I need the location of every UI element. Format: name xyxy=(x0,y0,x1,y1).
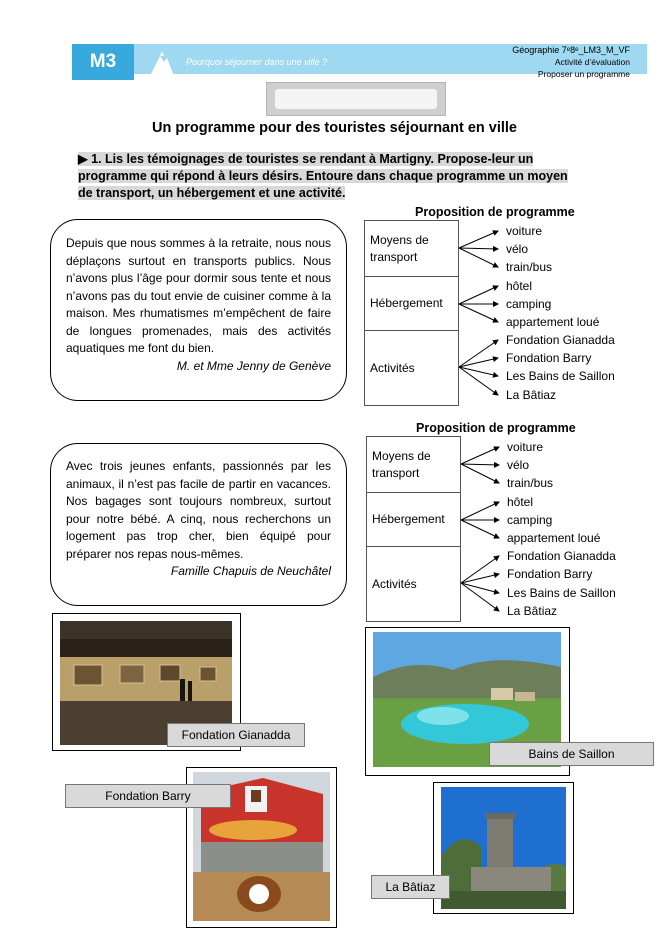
meta-course: Géographie 7ᵉ8ᵉ_LM3_M_VF xyxy=(512,45,630,55)
programme-1-activities-label: Activités xyxy=(370,360,415,375)
p1-option-saillon[interactable]: Les Bains de Saillon xyxy=(506,369,615,383)
caption-batiaz: La Bâtiaz xyxy=(371,875,450,899)
p1-option-batiaz[interactable]: La Bâtiaz xyxy=(506,388,557,402)
meta-task: Proposer un programme xyxy=(537,69,630,79)
instruction xyxy=(78,151,576,202)
testimonial-2-signature: Famille Chapuis de Neuchâtel xyxy=(170,564,331,578)
meta-activity: Activité d’évaluation xyxy=(554,57,630,67)
caption-saillon: Bains de Saillon xyxy=(489,742,654,766)
name-field-inner xyxy=(275,89,437,109)
p1-option-barry[interactable]: Fondation Barry xyxy=(506,351,592,365)
p2-option-batiaz[interactable]: La Bâtiaz xyxy=(507,604,558,618)
instruction-text: ▶ 1. Lis les témoignages de touristes se rendant à Martigny. Propose-leur un programme qui répond à leurs désirs. Entoure dans chaque programme un moyen de transport, un hébergement et une activité. xyxy=(78,152,568,200)
caption-gianadda: Fondation Gianadda xyxy=(167,723,305,747)
programme-2-transport-label: Moyens de transport xyxy=(367,437,460,493)
p2-option-barry[interactable]: Fondation Barry xyxy=(507,567,593,581)
p1-option-appartement[interactable]: appartement loué xyxy=(506,315,600,329)
photo-batiaz xyxy=(441,787,566,909)
p2-option-velo[interactable]: vélo xyxy=(507,458,530,472)
programme-2-lodging-label: Hébergement xyxy=(367,493,460,547)
p2-option-saillon[interactable]: Les Bains de Saillon xyxy=(507,586,616,600)
module-badge: M3 xyxy=(72,44,134,80)
p1-option-train[interactable]: train/bus xyxy=(506,260,553,274)
p2-option-hotel[interactable]: hôtel xyxy=(507,495,534,509)
document-meta xyxy=(512,44,630,80)
programme-1-transport-label: Moyens de transport xyxy=(365,221,458,277)
testimonial-2-text: Avec trois jeunes enfants, passionnés par les animaux, il n’est pas facile de partir en vacances. Nos bagages sont toujours nombreux, surtout pour notre bébé. A cinq, nous recherchons un logement pas trop cher, bien équipé pour préparer nos repas nous-mêmes. xyxy=(66,459,331,561)
programme-2-activities-label: Activités xyxy=(372,576,417,591)
page-title: Un programme pour des touristes séjournant en ville xyxy=(152,120,517,136)
programme-1-table xyxy=(364,220,459,406)
module-subtitle: Pourquoi séjourner dans une ville ? xyxy=(186,57,328,67)
p1-option-camping[interactable]: camping xyxy=(506,297,552,311)
testimonial-2 xyxy=(50,443,347,606)
caption-barry: Fondation Barry xyxy=(65,784,231,808)
programme-2-table xyxy=(366,436,461,622)
p2-option-camping[interactable]: camping xyxy=(507,513,553,527)
programme-2-title: Proposition de programme xyxy=(416,421,576,435)
p2-option-train[interactable]: train/bus xyxy=(507,476,554,490)
p2-option-voiture[interactable]: voiture xyxy=(507,440,544,454)
p1-option-gianadda[interactable]: Fondation Gianadda xyxy=(506,333,615,347)
p2-option-gianadda[interactable]: Fondation Gianadda xyxy=(507,549,616,563)
p1-option-hotel[interactable]: hôtel xyxy=(506,279,533,293)
testimonial-1-text: Depuis que nous sommes à la retraite, nous nous déplaçons surtout en transports publics. Nous n’avons plus l’âge pour dormir sous tente et nous n’avons pas du tout envie de cuisiner comme à la maison. Mes rhumatismes m’empêchent de faire de longues promenades, mais des activités aquatiques me font du bien. xyxy=(66,236,331,355)
testimonial-1-signature: M. et Mme Jenny de Genève xyxy=(176,358,331,373)
p2-option-appartement[interactable]: appartement loué xyxy=(507,531,601,545)
p1-option-voiture[interactable]: voiture xyxy=(506,224,543,238)
mountain-icon xyxy=(148,48,176,78)
name-field[interactable] xyxy=(266,82,446,116)
p1-option-velo[interactable]: vélo xyxy=(506,242,529,256)
programme-1-title: Proposition de programme xyxy=(415,205,575,219)
testimonial-1 xyxy=(50,219,347,401)
programme-1-lodging-label: Hébergement xyxy=(365,277,458,331)
header-band xyxy=(72,44,647,82)
